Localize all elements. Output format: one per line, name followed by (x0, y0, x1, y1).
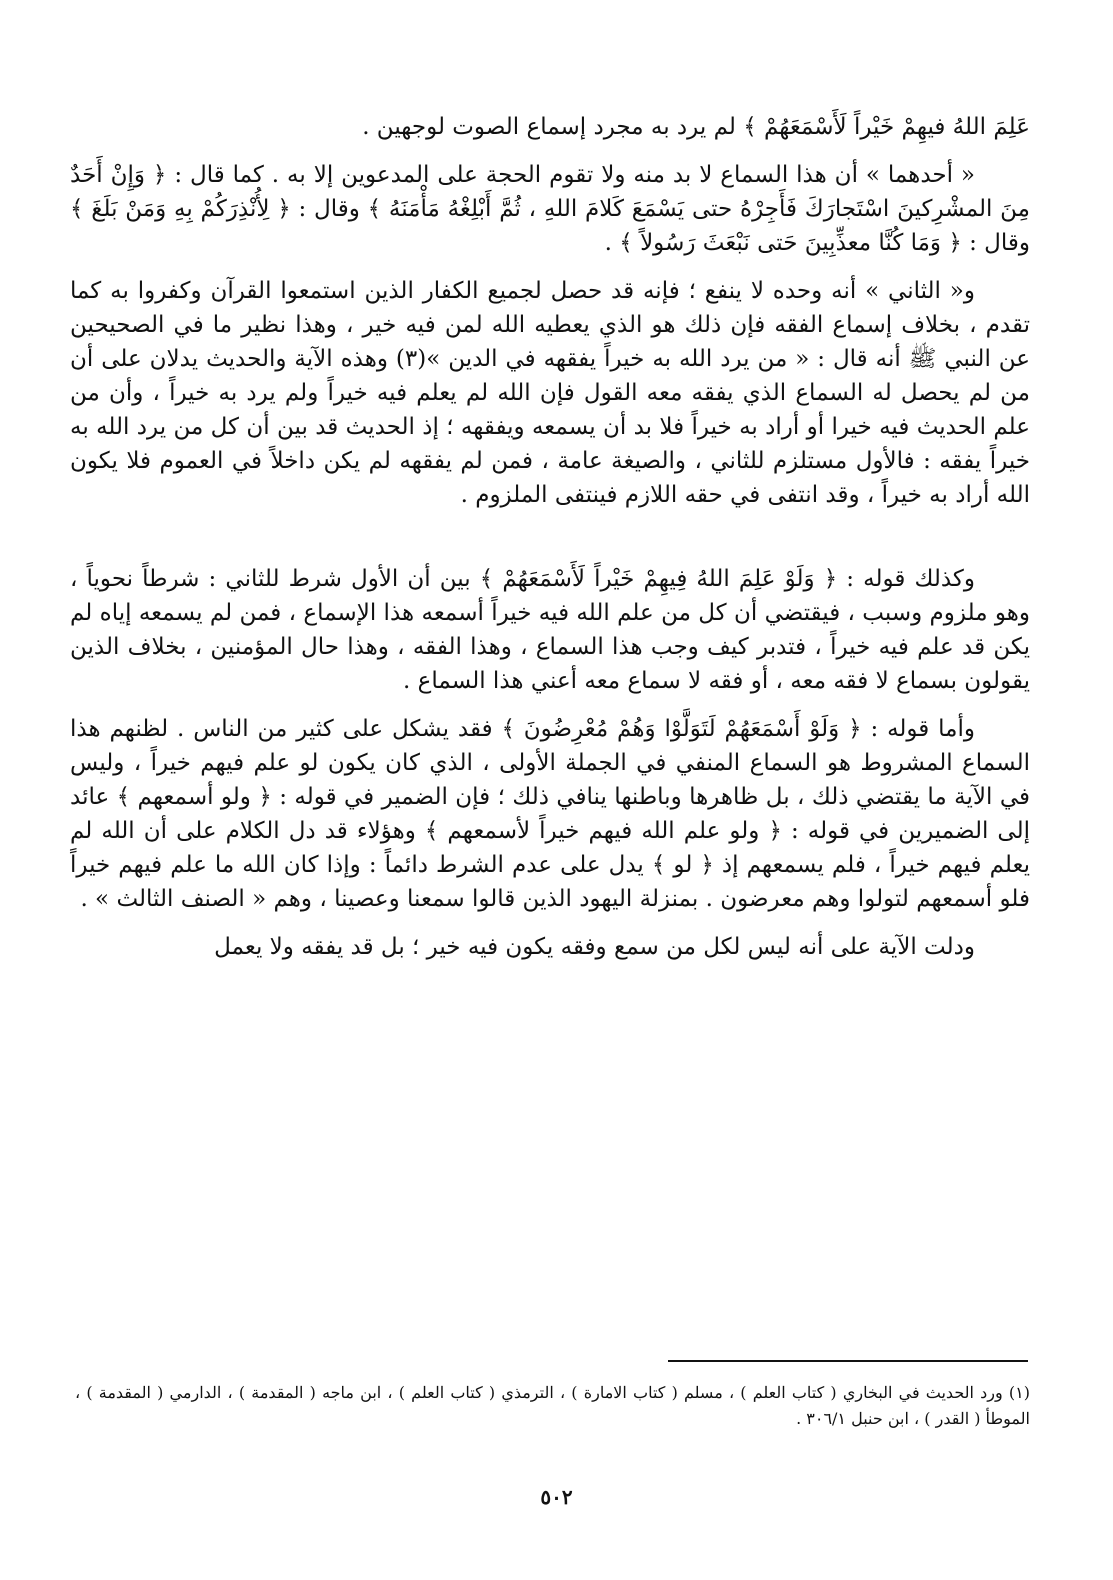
paragraph-5: وأما قوله : ﴿ وَلَوْ أَسْمَعَهُمْ لَتَوَلَّوْا وَهُمْ مُعْرِضُونَ ﴾ فقد يشكل على كثير من الناس . لظنهم هذا السماع المشروط هو السماع المنفي في الجملة الأولى ، الذي كان يكون لو علم فيهم خيراً ، وليس في الآية ما يقتضي ذلك ، بل ظاهرها وباطنها ينافي ذلك ؛ فإن الضمير في قوله : ﴿ ولو أسمعهم ﴾ عائد إلى الضميرين في قوله : ﴿ ولو علم الله فيهم خيراً لأسمعهم ﴾ وهؤلاء قد دل الكلام على أن الله لم يعلم فيهم خيراً ، فلم يسمعهم إذ ﴿ لو ﴾ يدل على عدم الشرط دائماً : وإذا كان الله ما علم فيهم خيراً فلو أسمعهم لتولوا وهم معرضون . بمنزلة اليهود الذين قالوا سمعنا وعصينا ، وهم « الصنف الثالث » . (70, 716, 1030, 912)
paragraph-4: وكذلك قوله : ﴿ وَلَوْ عَلِمَ اللهُ فِيهِمْ خَيْراً لَأَسْمَعَهُمْ ﴾ بين أن الأول شرط للثاني : شرطاً نحوياً ، وهو ملزوم وسبب ، فيقتضي أن كل من علم الله فيه خيراً أسمعه هذا الإسماع ، فمن لم يسمعه إياه لم يكن قد علم فيه خيراً ، فتدبر كيف وجب هذا السماع ، وهذا الفقه ، وهذا حال المؤمنين ، بخلاف الذين يقولون بسماع لا فقه معه ، أو فقه لا سماع معه أعني هذا السماع . (70, 566, 1030, 694)
page-number: ٥٠٢ (540, 1485, 573, 1509)
paragraph-1: عَلِمَ اللهُ فيهِمْ خَيْراً لَأَسْمَعَهُمْ ﴾ لم يرد به مجرد إسماع الصوت لوجهين . (362, 114, 1030, 140)
page-body (70, 110, 1030, 964)
footnote-separator (668, 1360, 1028, 1362)
footnote: (١) ورد الحديث في البخاري ( كتاب العلم ) ، مسلم ( كتاب الامارة ) ، الترمذي ( كتاب العلم ) ، ابن ماجه ( المقدمة ) ، الدارمي ( المقدمة ) ، الموطأ ( القدر ) ، ابن حنبل ٣٠٦/١ . (75, 1383, 1030, 1428)
paragraph-6: ودلت الآية على أنه ليس لكل من سمع وفقه يكون فيه خير ؛ بل قد يفقه ولا يعمل (214, 934, 975, 960)
paragraph-2: « أحدهما » أن هذا السماع لا بد منه ولا تقوم الحجة على المدعوين إلا به . كما قال : ﴿ وَإِنْ أَحَدٌ مِنَ المشْرِكينَ اسْتَجارَكَ فَأَجِرْهُ حتى يَسْمَعَ كَلامَ اللهِ ، ثُمَّ أَبْلِغْهُ مَأْمَنَهُ ﴾ وقال : ﴿ لِأُنْذِرَكُمْ بِهِ وَمَنْ بَلَغَ ﴾ وقال : ﴿ وَمَا كُنَّا معذِّبِينَ حَتى نَبْعَثَ رَسُولاً ﴾ . (70, 162, 1030, 256)
paragraph-3: و« الثاني » أنه وحده لا ينفع ؛ فإنه قد حصل لجميع الكفار الذين استمعوا القرآن وكفروا به كما تقدم ، بخلاف إسماع الفقه فإن ذلك هو الذي يعطيه الله لمن فيه خير ، وهذا نظير ما في الصحيحين عن النبي ﷺ أنه قال : « من يرد الله به خيراً يفقهه في الدين »(٣) وهذه الآية والحديث يدلان على أن من لم يحصل له السماع الذي يفقه معه القول فإن الله لم يعلم فيه خيراً ولم يرد به خيراً ، وأن من علم الحديث فيه خيرا أو أراد به خيراً فلا بد أن يسمعه ويفقهه ؛ إذ الحديث قد بين أن كل من يرد الله به خيراً يفقه : فالأول مستلزم للثاني ، والصيغة عامة ، فمن لم يفقهه لم يكن داخلاً في العموم فلا يكون الله أراد به خيراً ، وقد انتفى في حقه اللازم فينتفى الملزوم . (70, 278, 1030, 508)
